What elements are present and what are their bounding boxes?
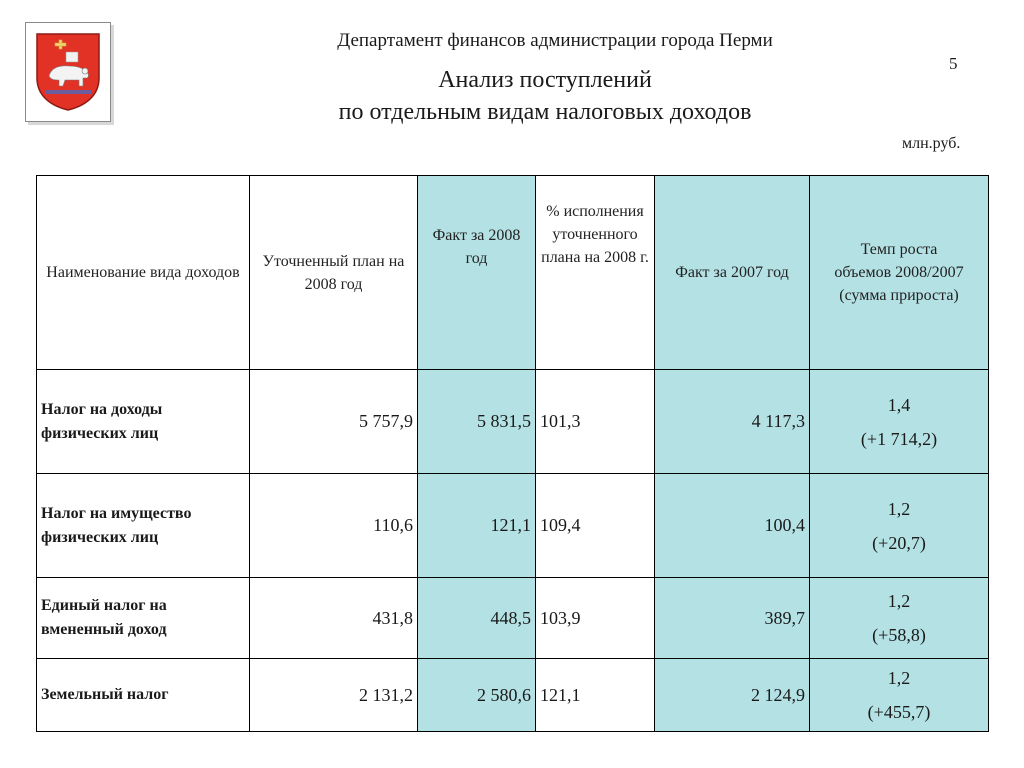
- cell-pct: 103,9: [536, 578, 655, 659]
- table-header-row: [37, 176, 989, 370]
- cell-fact-2008: 121,1: [418, 474, 536, 578]
- cell-plan-2008: 110,6: [250, 474, 418, 578]
- table-row: [37, 474, 989, 578]
- cell-pct: 121,1: [536, 659, 655, 732]
- cell-fact-2008: 448,5: [418, 578, 536, 659]
- page-title: [200, 64, 890, 128]
- cell-plan-2008: 431,8: [250, 578, 418, 659]
- column-header-plan-2008: Уточненный план на 2008 год: [250, 176, 418, 370]
- column-header-pct: % исполнения уточненного плана на 2008 г.: [536, 176, 655, 370]
- tax-revenue-table: [36, 175, 989, 732]
- page-number: 5: [949, 54, 958, 73]
- title-line-2: по отдельным видам налоговых доходов: [338, 99, 752, 125]
- emblem-frame: [25, 22, 111, 122]
- cell-growth: [810, 578, 989, 659]
- cell-fact-2007: 4 117,3: [655, 370, 810, 474]
- perm-coat-of-arms-icon: [35, 32, 101, 112]
- cell-fact-2007: 2 124,9: [655, 659, 810, 732]
- growth-rate: 1,2: [887, 498, 911, 519]
- cell-plan-2008: 5 757,9: [250, 370, 418, 474]
- cell-fact-2007: 389,7: [655, 578, 810, 659]
- growth-rate: 1,4: [887, 394, 911, 415]
- growth-rate: 1,2: [887, 668, 911, 688]
- column-header-fact-2008: Факт за 2008 год: [418, 176, 536, 370]
- column-header-growth: Темп роста объемов 2008/2007 (сумма прироста): [810, 176, 989, 370]
- growth-sum: (+455,7): [867, 702, 931, 722]
- cell-plan-2008: 2 131,2: [250, 659, 418, 732]
- growth-sum: (+58,8): [872, 625, 926, 645]
- column-header-fact-2007: Факт за 2007 год: [655, 176, 810, 370]
- unit-label: млн.руб.: [902, 135, 961, 152]
- cell-fact-2008: 5 831,5: [418, 370, 536, 474]
- row-name: Налог на доходы физических лиц: [37, 370, 250, 474]
- growth-sum: (+20,7): [872, 532, 926, 553]
- cell-fact-2007: 100,4: [655, 474, 810, 578]
- column-header-name: Наименование вида доходов: [37, 176, 250, 370]
- row-name: Земельный налог: [37, 659, 250, 732]
- table-row: [37, 578, 989, 659]
- cell-growth: [810, 370, 989, 474]
- cell-growth: [810, 659, 989, 732]
- cell-pct: 109,4: [536, 474, 655, 578]
- cell-pct: 101,3: [536, 370, 655, 474]
- title-line-1: Анализ поступлений: [438, 67, 652, 93]
- table-row: [37, 370, 989, 474]
- cell-fact-2008: 2 580,6: [418, 659, 536, 732]
- cell-growth: [810, 474, 989, 578]
- row-name: Единый налог на вмененный доход: [37, 578, 250, 659]
- department-name: Департамент финансов администрации города Перми: [337, 30, 773, 51]
- growth-sum: (+1 714,2): [860, 428, 938, 449]
- growth-rate: 1,2: [887, 591, 911, 611]
- table-row: [37, 659, 989, 732]
- row-name: Налог на имущество физических лиц: [37, 474, 250, 578]
